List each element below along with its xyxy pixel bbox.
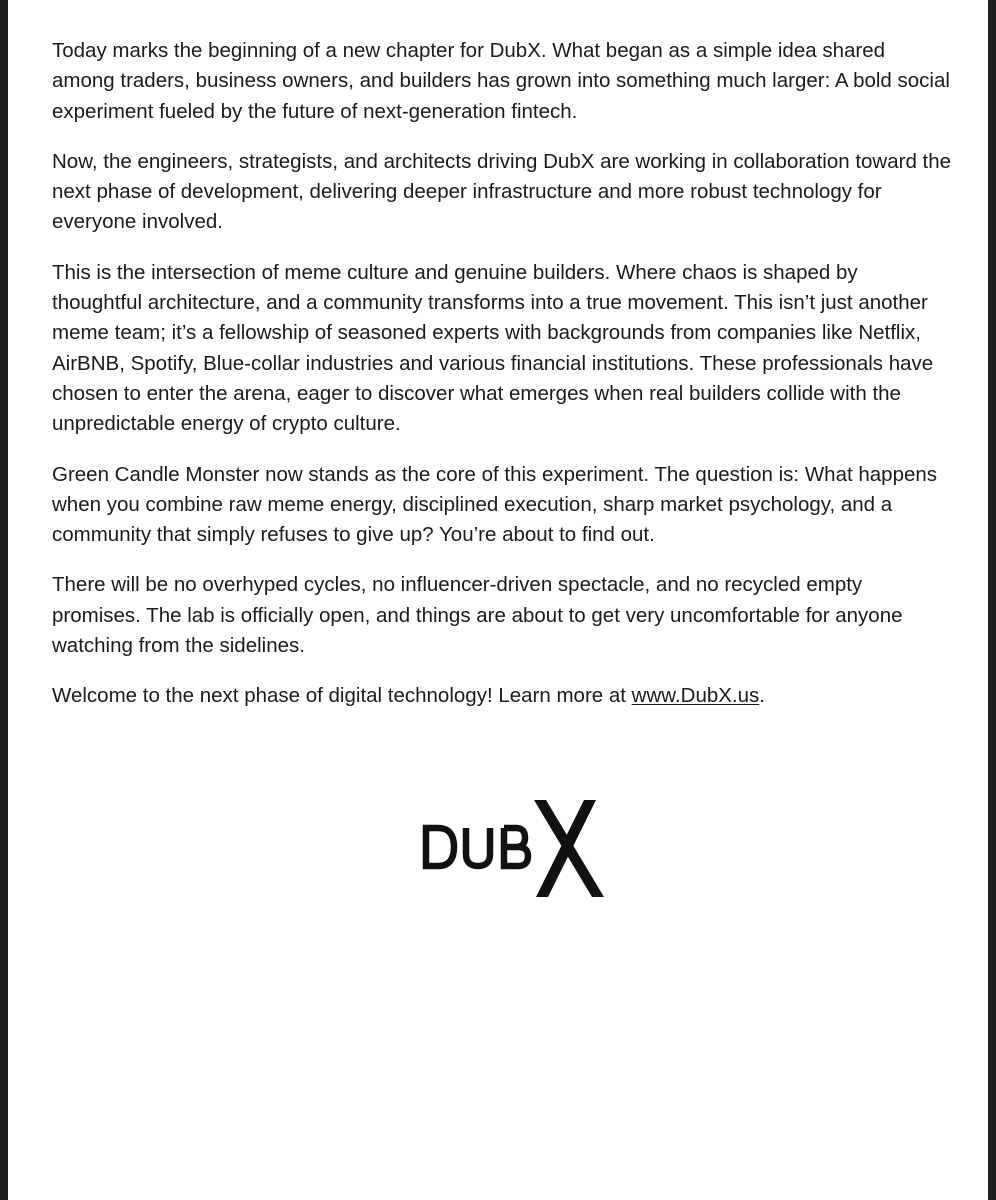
paragraph-5: There will be no overhyped cycles, no influencer-driven spectacle, and no recycled empty promises. The lab is officially open, and things are about to get very uncomfortable for anyone watching from the sidelines.: [52, 573, 903, 658]
paragraph-3: This is the intersection of meme culture and genuine builders. Where chaos is shaped by thoughtful architecture, and a community transforms into a true movement. This isn’t just another meme team; it’s a fellowship of seasoned experts with backgrounds from companies like Netflix, AirBNB, Spotify, Blue-collar industries and various financial institutions. These professionals have chosen to enter the arena, eager to discover what emerges when real builders collide with the unpredictable energy of crypto culture.: [52, 260, 934, 436]
logo-letter-b: [504, 828, 528, 866]
paragraph-1: Today marks the beginning of a new chapter for DubX. What began as a simple idea shared among traders, business owners, and builders has grown into something much larger: A bold social experiment fueled by the future of next-generation fintech.: [52, 39, 950, 123]
logo-letter-x: [534, 800, 604, 897]
document-page: [8, 0, 988, 1200]
closing-suffix: .: [759, 684, 765, 708]
logo-letter-u: [466, 828, 490, 866]
website-link[interactable]: www.DubX.us: [631, 684, 760, 708]
paragraph-4: Green Candle Monster now stands as the core of this experiment. The question is: What happens when you combine raw meme energy, disciplined execution, sharp market psychology, and a community that simply refuses to give up? You’re about to find out.: [52, 462, 938, 547]
logo-letter-d: [426, 828, 454, 866]
dubx-logo: [414, 796, 604, 902]
paragraph-2: Now, the engineers, strategists, and architects driving DubX are working in collaboration toward the next phase of development, delivering deeper infrastructure and more robust technology for everyone involved.: [52, 149, 952, 234]
closing-paragraph: [52, 681, 952, 711]
article-body: [52, 36, 952, 732]
closing-text: Welcome to the next phase of digital technology! Learn more at: [52, 684, 632, 708]
